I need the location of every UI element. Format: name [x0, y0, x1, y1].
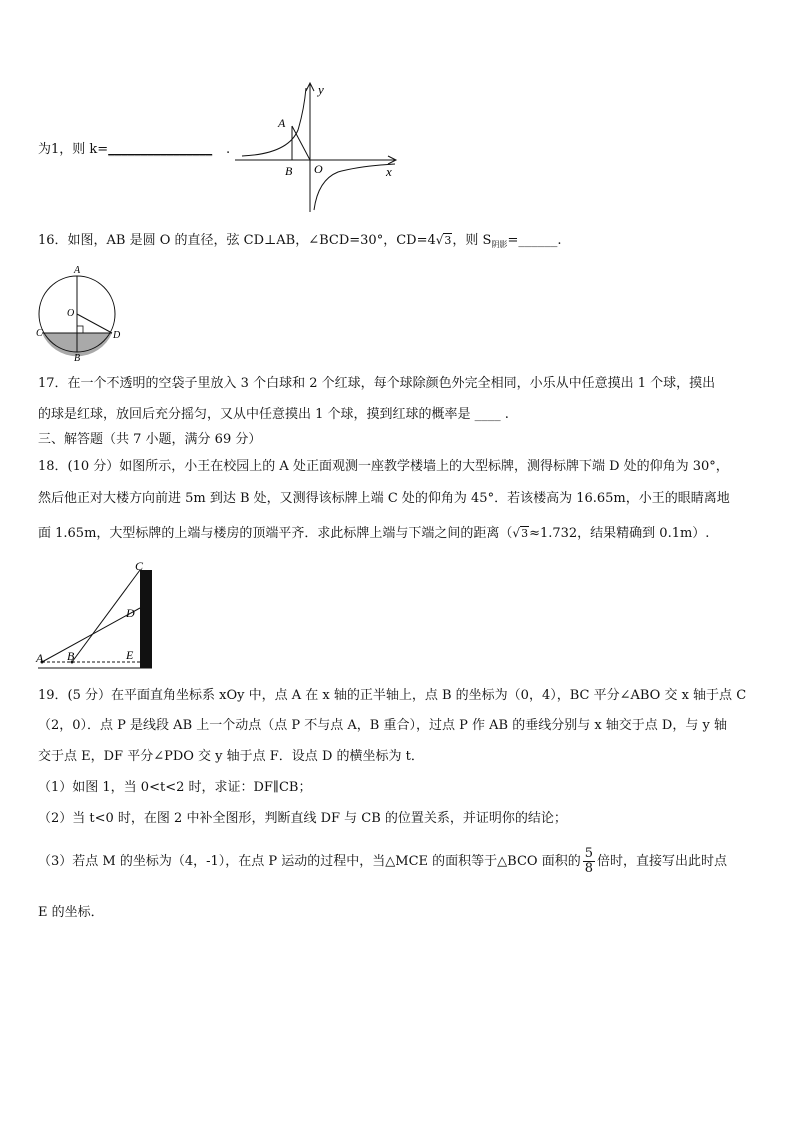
q19-sub3b: 倍时，直接写出此时点	[596, 854, 727, 869]
q19-line1: 19．(5 分）在平面直角坐标系 xOy 中，点 A 在 x 轴的正半轴上，点 B 的坐标为（0，4），BC 平分∠ABO 交 x 轴于点 C	[38, 688, 747, 703]
q19-sub1: （1）如图 1，当 0<t<2 时，求证：DF∥CB；	[38, 780, 312, 795]
q16-label-o: O	[67, 308, 75, 319]
sqrt-symbol: √3	[512, 526, 529, 540]
q19-sub3c: E 的坐标．	[38, 905, 104, 920]
fraction	[583, 847, 595, 876]
q18-label-e: E	[126, 648, 134, 662]
q15-label-x: x	[386, 164, 392, 179]
q16-label-b: B	[74, 353, 81, 362]
q18-line2: 然后他正对大楼方向前进 5m 到达 B 处，又测得该标牌上端 C 处的仰角为 45°．若该楼高为 16.65m，小王的眼睛离地	[38, 491, 730, 506]
q15-text: 为1，则 k=	[38, 142, 109, 157]
q15-label-o: O	[314, 162, 323, 176]
q17-line2: 的球是红球，放回后充分摇匀，又从中任意摸出 1 个球，摸到红球的概率是 ____ .	[38, 407, 509, 422]
q18-label-b: B	[67, 649, 75, 663]
q19-sub3	[38, 846, 727, 878]
q15-end: .	[226, 142, 231, 157]
q16-sub: 阴影	[491, 240, 508, 249]
q15-label-y: y	[318, 82, 324, 97]
q16-figure	[36, 260, 126, 366]
q15-label-b: B	[285, 164, 293, 178]
q19-sub3a: （3）若点 M 的坐标为（4，-1），在点 P 运动的过程中，当△MCE 的面积等于△BCO 面积的	[38, 854, 581, 869]
q16-label-c: C	[36, 328, 43, 339]
q15-blank: ________________	[108, 142, 213, 157]
q16-label-a: A	[74, 265, 81, 276]
q18-line3b: ≈1.732，结果精确到 0.1m）.	[529, 526, 710, 541]
q18-sqrt-val: 3	[521, 527, 529, 540]
q15-figure	[230, 80, 405, 219]
q16-text-b: ，则 S	[452, 233, 492, 248]
q17-line1: 17．在一个不透明的空袋子里放入 3 个白球和 2 个红球，每个球除颜色外完全相同，小乐从中任意摸出 1 个球，摸出	[38, 376, 716, 391]
frac-den: 8	[584, 861, 593, 876]
q18-label-c: C	[135, 559, 144, 573]
q18-label-a: A	[36, 651, 44, 665]
q19-line3: 交于点 E，DF 平分∠PDO 交 y 轴于点 F．设点 D 的横坐标为 t．	[38, 749, 424, 764]
q15-line	[38, 142, 212, 158]
q16-text-a: 16．如图，AB 是圆 O 的直径，弦 CD⊥AB，∠BCD=30°，CD=4	[38, 233, 436, 248]
q16-text-c: =______.	[507, 233, 562, 248]
q18-line1: 18．(10 分）如图所示，小王在校园上的 A 处正面观测一座教学楼墙上的大型标牌，测得标牌下端 D 处的仰角为 30°，	[38, 459, 729, 474]
q16-question	[38, 232, 561, 253]
frac-num: 5	[584, 846, 593, 861]
q19-sub2: （2）当 t<0 时，在图 2 中补全图形，判断直线 DF 与 CB 的位置关系，并证明你的结论；	[38, 811, 567, 826]
q18-line3	[38, 525, 709, 542]
q19-line2: （2，0）．点 P 是线段 AB 上一个动点（点 P 不与点 A，B 重合），过点 P 作 AB 的垂线分别与 x 轴交于点 D，与 y 轴	[38, 718, 727, 733]
sqrt-symbol: √3	[435, 233, 452, 247]
q18-label-d: D	[126, 606, 135, 620]
q16-label-d: D	[113, 330, 121, 341]
q18-figure	[34, 558, 159, 677]
section-heading: 三、解答题（共 7 小题，满分 69 分）	[38, 432, 262, 447]
q18-line3a: 面 1.65m，大型标牌的上端与楼房的顶端平齐．求此标牌上端与下端之间的距离（	[38, 526, 513, 541]
q16-sqrt-val: 3	[444, 234, 452, 247]
q15-label-a: A	[278, 116, 286, 130]
